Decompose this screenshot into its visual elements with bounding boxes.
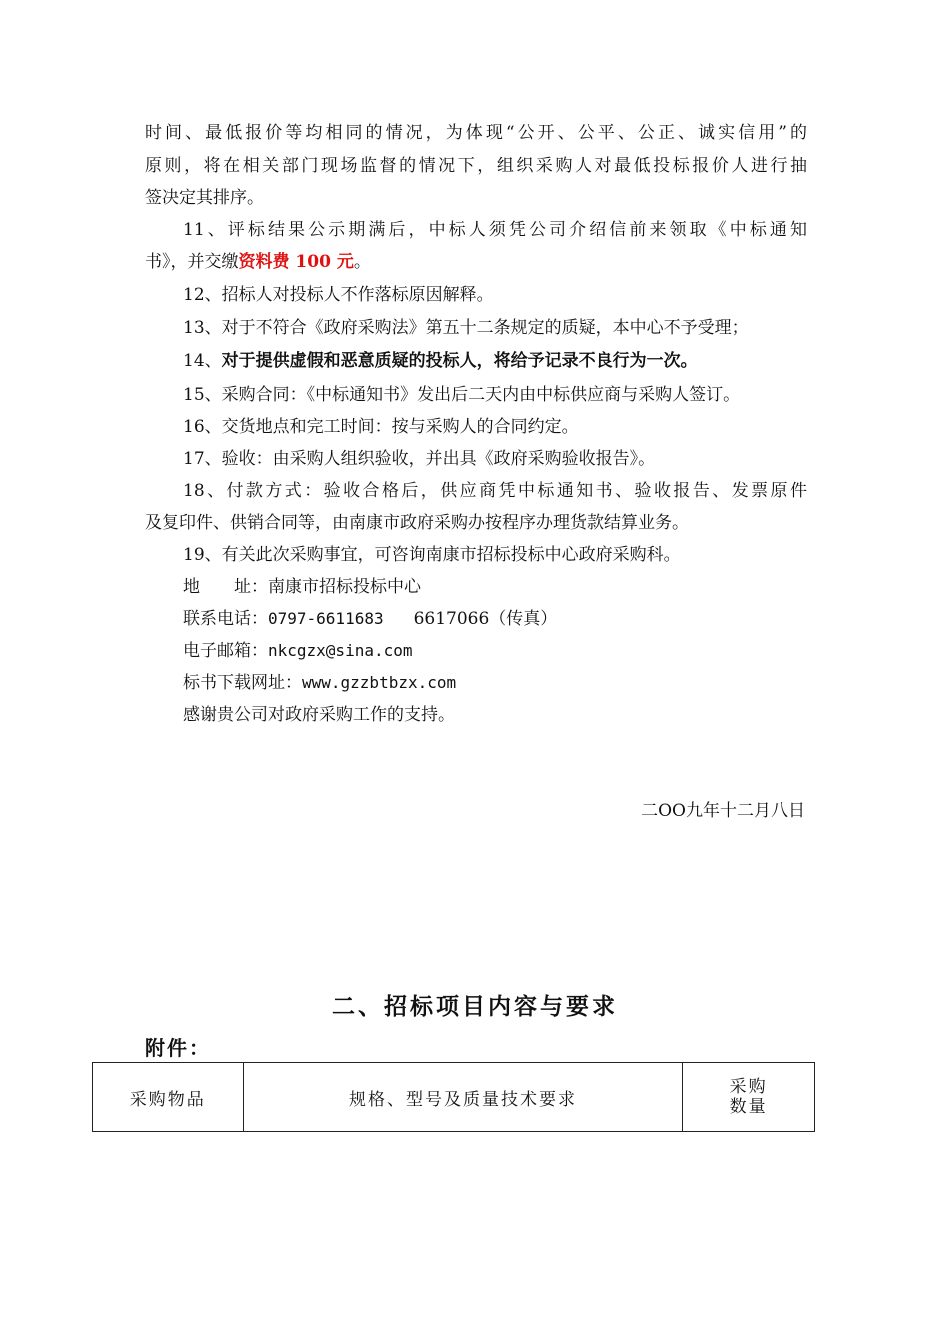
email-label: 电子邮箱：	[183, 641, 268, 661]
item-13: 13、对于不符合《政府采购法》第五十二条规定的质疑，本中心不予受理；	[183, 318, 749, 338]
item-18-line1: 18、付款方式：验收合格后，供应商凭中标通知书、验收报告、发票原件	[183, 481, 807, 501]
item-11-end: 。	[353, 252, 371, 272]
item-19: 19、有关此次采购事宜，可咨询南康市招标投标中心政府采购科。	[183, 545, 681, 565]
requirements-table	[92, 1062, 815, 1132]
item-11-text: 书》，并交缴	[145, 252, 239, 272]
thanks-text: 感谢贵公司对政府采购工作的支持。	[183, 705, 455, 725]
item-16: 16、交货地点和完工时间：按与采购人的合同约定。	[183, 417, 579, 437]
header-item: 采购物品	[93, 1063, 244, 1132]
header-quantity	[683, 1063, 815, 1132]
item-14-number: 14、	[183, 351, 222, 371]
item-15: 15、采购合同：《中标通知书》发出后二天内由中标供应商与采购人签订。	[183, 385, 741, 405]
item-17: 17、验收：由采购人组织验收，并出具《政府采购验收报告》。	[183, 449, 656, 469]
address-value: 南康市招标投标中心	[268, 577, 421, 597]
item-11-line2	[145, 246, 371, 278]
item-14	[183, 345, 698, 377]
phone-value: 0797-6611683	[268, 609, 384, 628]
paragraph-line: 签决定其排序。	[145, 188, 264, 208]
contact-email	[183, 635, 413, 667]
header-spec: 规格、型号及质量技术要求	[243, 1063, 683, 1132]
download-label: 标书下载网址：	[183, 673, 302, 693]
document-date: 二OO九年十二月八日	[641, 801, 805, 821]
address-label: 地 址：	[183, 577, 268, 597]
header-quantity-line2: 数量	[729, 1097, 768, 1117]
paragraph-line: 时间、最低报价等均相同的情况，为体现“公开、公平、公正、诚实信用”的	[145, 123, 807, 143]
paragraph-line: 原则，将在相关部门现场监督的情况下，组织采购人对最低投标报价人进行抽	[145, 156, 807, 176]
phone-label: 联系电话：	[183, 609, 268, 629]
table-header-row	[93, 1063, 815, 1132]
download-url: www.gzzbtbzx.com	[302, 673, 457, 692]
item-14-bold-text: 对于提供虚假和恶意质疑的投标人，将给予记录不良行为一次。	[221, 351, 698, 371]
contact-phone	[183, 603, 557, 635]
email-value: nkcgzx@sina.com	[268, 641, 413, 660]
fax-value: 6617066（传真）	[413, 609, 558, 629]
item-11-line1: 11、评标结果公示期满后，中标人须凭公司介绍信前来领取《中标通知	[183, 220, 807, 240]
item-18-line2: 及复印件、供销合同等，由南康市政府采购办按程序办理货款结算业务。	[145, 513, 689, 533]
attachment-label: 附件：	[145, 1036, 211, 1060]
contact-address	[183, 571, 421, 603]
section-title: 二、招标项目内容与要求	[332, 994, 618, 1020]
fee-highlight: 资料费 100 元	[238, 252, 354, 272]
contact-download	[183, 667, 456, 699]
item-12: 12、招标人对投标人不作落标原因解释。	[183, 285, 494, 305]
header-quantity-line1: 采购	[729, 1077, 768, 1097]
